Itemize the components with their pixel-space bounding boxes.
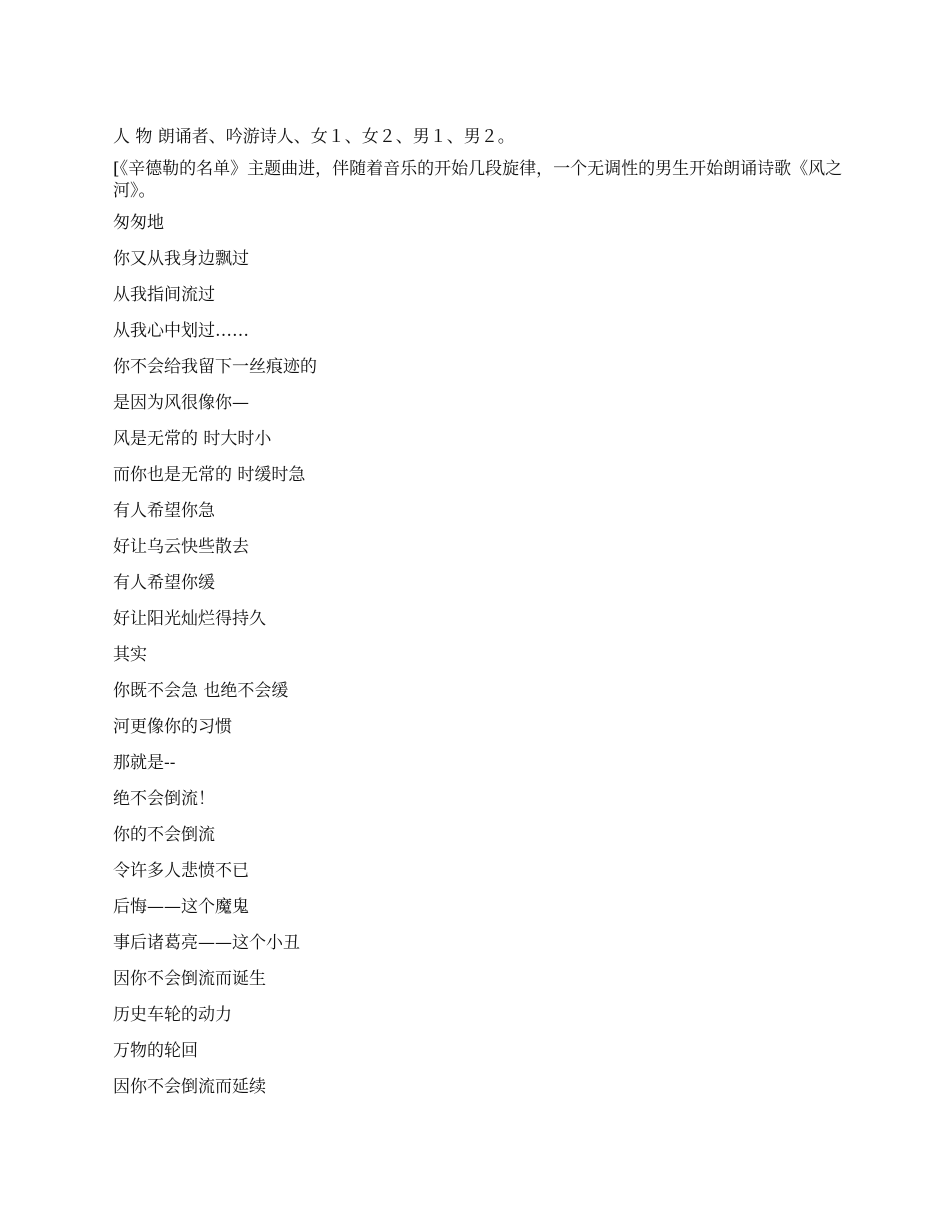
- poem-line: 从我心中划过……: [113, 321, 249, 341]
- poem-line: 那就是--: [113, 753, 176, 773]
- cast-list: 人 物 朗诵者、吟游诗人、女１、女２、男１、男２。: [113, 127, 515, 147]
- poem-line: 你不会给我留下一丝痕迹的: [113, 357, 317, 377]
- document-page: [113, 124, 843, 1110]
- poem-line: 后悔——这个魔鬼: [113, 897, 249, 917]
- poem-line: 是因为风很像你—: [113, 393, 249, 413]
- poem-line: 河更像你的习惯: [113, 717, 232, 737]
- poem-line: 从我指间流过: [113, 285, 215, 305]
- poem-line: 万物的轮回: [113, 1041, 198, 1061]
- poem-line: 你又从我身边飘过: [113, 249, 249, 269]
- poem-line: 事后诸葛亮——这个小丑: [113, 933, 300, 953]
- poem-line: 匆匆地: [113, 213, 164, 233]
- poem-line: 绝不会倒流！: [113, 789, 215, 809]
- poem-line: 而你也是无常的 时缓时急: [113, 465, 306, 485]
- poem-line: 风是无常的 时大时小: [113, 429, 272, 449]
- poem-line: 因你不会倒流而诞生: [113, 969, 266, 989]
- poem-line: 因你不会倒流而延续: [113, 1077, 266, 1097]
- poem-line: 历史车轮的动力: [113, 1005, 232, 1025]
- poem-line: 好让阳光灿烂得持久: [113, 609, 266, 629]
- poem-line: 令许多人悲愤不已: [113, 861, 249, 881]
- poem-line: 好让乌云快些散去: [113, 537, 249, 557]
- poem-line: 其实: [113, 645, 147, 665]
- poem-line: 有人希望你急: [113, 501, 215, 521]
- poem-line: 你的不会倒流: [113, 825, 215, 845]
- poem-line: 你既不会急 也绝不会缓: [113, 681, 289, 701]
- poem: [113, 210, 843, 1100]
- stage-direction: [《辛德勒的名单》主题曲进，伴随着音乐的开始几段旋律，一个无调性的男生开始朗诵诗歌《风之河》。: [113, 159, 843, 201]
- poem-line: 有人希望你缓: [113, 573, 215, 593]
